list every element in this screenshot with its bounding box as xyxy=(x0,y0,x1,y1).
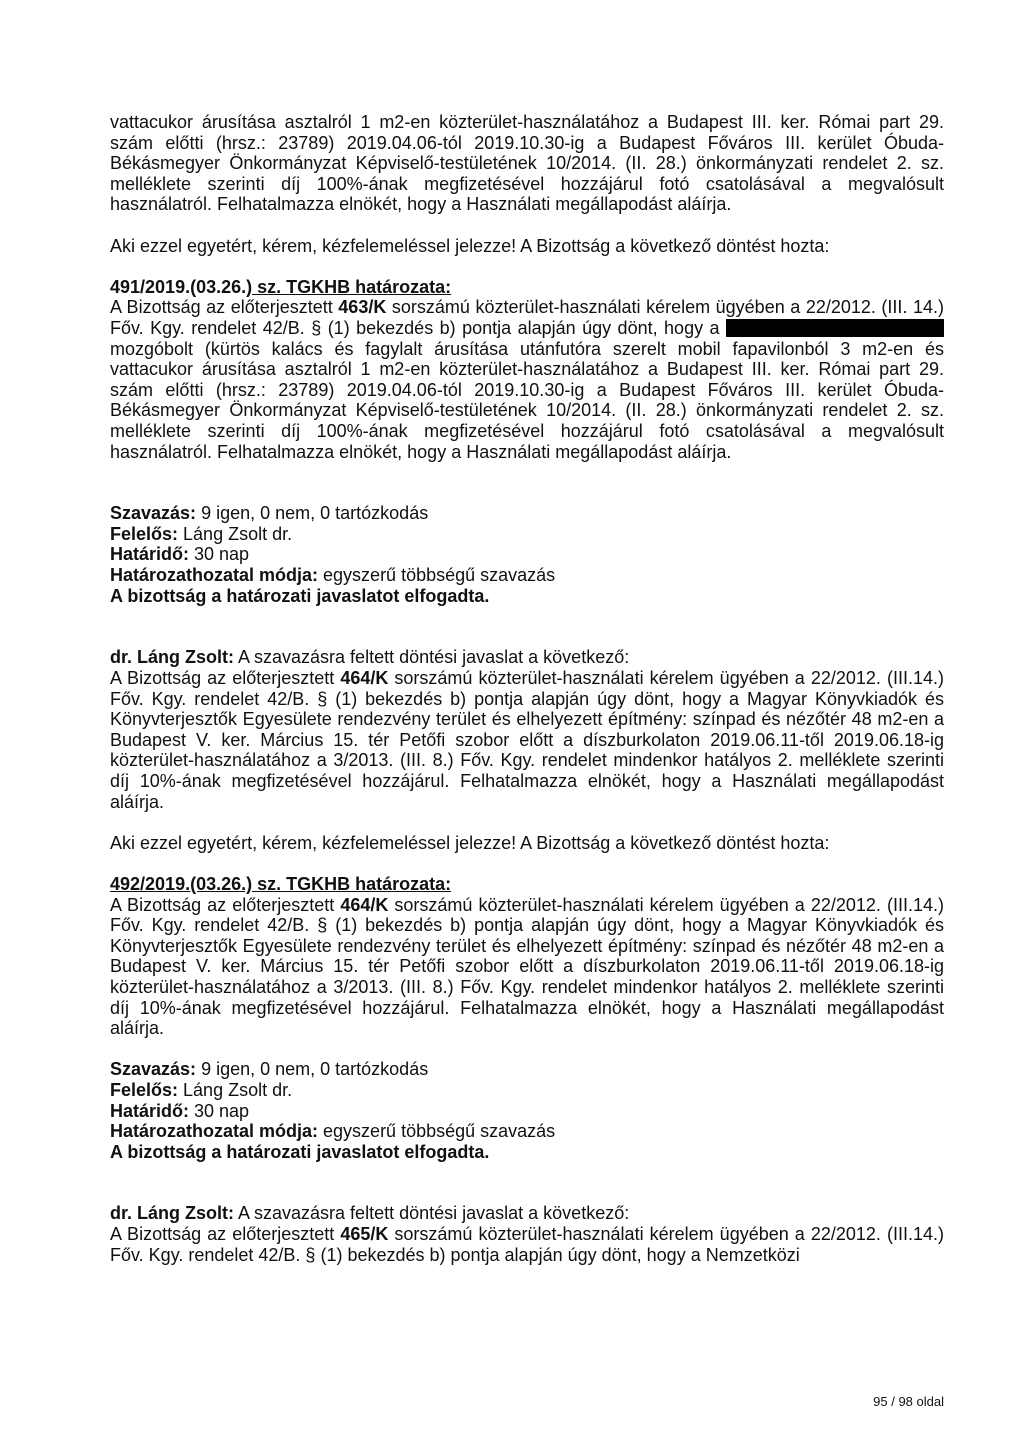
resolution-title: sz. TGKHB határozata: xyxy=(252,276,452,297)
proposal-464-body xyxy=(110,668,944,812)
body-intro: A Bizottság az előterjesztett xyxy=(110,297,339,318)
resolution-number: 491/2019.(03.26.) xyxy=(110,276,253,297)
page-content xyxy=(110,112,944,1265)
responsible-value: Láng Zsolt dr. xyxy=(178,523,293,544)
case-reference: 463/K xyxy=(338,297,387,318)
proposal-464-speaker xyxy=(110,647,944,668)
deadline-label: Határidő: xyxy=(110,1100,190,1121)
proposal-465-body xyxy=(110,1224,944,1265)
resolution-491-heading xyxy=(110,277,944,298)
vote-result-1 xyxy=(110,503,944,524)
method-1 xyxy=(110,565,944,586)
method-value: egyszerű többségű szavazás xyxy=(318,565,556,586)
body-text: sorszámú közterület-használati kérelem ügyében a 22/2012. (III.14.) Főv. Kgy. rendelet 42/B. § (1) bekezdés b) pontja alapján úgy dönt, hogy a Magyar Könyvkiadók és Könyvterjesztők Egyesülete rendezvény terület és elhelyezett építmény: színpad és nézőtér 48 m2-en a Budapest V. ker. Március 15. tér Petőfi szobor előtt a díszburkolaton 2019.06.11-től 2019.06.18-ig közterület-használatához a 3/2013. (III. 8.) Főv. Kgy. rendelet mindenkor hatályos 2. melléklete szerinti díj 10%-ának megfizetésével hozzájárul. Felhatalmazza elnökét, hogy a Használati megállapodást aláírja. xyxy=(110,668,944,812)
method-label: Határozathozatal módja: xyxy=(110,1121,319,1142)
accepted-text: A bizottság a határozati javaslatot elfogadta. xyxy=(110,1141,490,1162)
resolution-491-body xyxy=(110,297,944,462)
accepted-text: A bizottság a határozati javaslatot elfogadta. xyxy=(110,585,490,606)
vote-value: 9 igen, 0 nem, 0 tartózkodás xyxy=(196,1059,429,1080)
accepted-1 xyxy=(110,586,944,607)
redaction-box xyxy=(726,319,944,337)
resolution-492-heading xyxy=(110,874,944,895)
vote-value: 9 igen, 0 nem, 0 tartózkodás xyxy=(196,503,429,524)
responsible-label: Felelős: xyxy=(110,523,179,544)
body-text: sorszámú közterület-használati kérelem ügyében a 22/2012. (III. 14.) Főv. Kgy. rendelet 42/B. § (1) bekezdés b) pontja alapján úgy dönt, hogy a xyxy=(110,297,944,338)
responsible-2 xyxy=(110,1080,944,1101)
speaker-name: dr. Láng Zsolt: xyxy=(110,1203,234,1224)
body-text-continued: mozgóbolt (kürtös kalács és fagylalt árusítása utánfutóra szerelt mobil fapavilonból 3 m2-en és vattacukor árusítása asztalról 1 m2-en közterület-használatához a Budapest III. ker. Római part 29. szám előtti (hrsz.: 23789) 2019.04.06-tól 2019.10.30-ig a Budapest Főváros III. kerület Óbuda-Békásmegyer Önkormányzat Képviselő-testületének 10/2014. (II. 28.) önkormányzati rendelet 2. sz. melléklete szerinti díj 100%-ának megfizetésével hozzájárul fotó csatolásával a megvalósult használatról. Felhatalmazza elnökét, hogy a Használati megállapodást aláírja. xyxy=(110,338,944,462)
deadline-value: 30 nap xyxy=(189,1100,250,1121)
deadline-2 xyxy=(110,1101,944,1122)
speaker-name: dr. Láng Zsolt: xyxy=(110,647,234,668)
method-label: Határozathozatal módja: xyxy=(110,565,319,586)
body-text: sorszámú közterület-használati kérelem ügyében a 22/2012. (III.14.) Főv. Kgy. rendelet 42/B. § (1) bekezdés b) pontja alapján úgy dönt, hogy a Magyar Könyvkiadók és Könyvterjesztők Egyesülete rendezvény terület és elhelyezett építmény: színpad és nézőtér 48 m2-en a Budapest V. ker. Március 15. tér Petőfi szobor előtt a díszburkolaton 2019.06.11-től 2019.06.18-ig közterület-használatához a 3/2013. (III. 8.) Főv. Kgy. rendelet mindenkor hatályos 2. melléklete szerinti díj 10%-ának megfizetésével hozzájárul. Felhatalmazza elnökét, hogy a Használati megállapodást aláírja. xyxy=(110,894,944,1039)
body-intro: A Bizottság az előterjesztett xyxy=(110,894,341,915)
deadline-label: Határidő: xyxy=(110,544,190,565)
resolution-title: 492/2019.(03.26.) sz. TGKHB határozata: xyxy=(110,873,452,894)
vote-result-2 xyxy=(110,1059,944,1080)
proposal-465-speaker xyxy=(110,1203,944,1224)
case-reference: 464/K xyxy=(340,668,389,689)
speaker-text: A szavazásra feltett döntési javaslat a következő: xyxy=(234,1203,630,1224)
speaker-text: A szavazásra feltett döntési javaslat a következő: xyxy=(234,647,630,668)
accepted-2 xyxy=(110,1142,944,1163)
vote-label: Szavazás: xyxy=(110,503,197,524)
resolution-492-body xyxy=(110,895,944,1039)
paragraph-continuation: vattacukor árusítása asztalról 1 m2-en közterület-használatához a Budapest III. ker. Római part 29. szám előtti (hrsz.: 23789) 2019.04.06-tól 2019.10.30-ig a Budapest Főváros III. kerület Óbuda-Békásmegyer Önkormányzat Képviselő-testületének 10/2014. (II. 28.) önkormányzati rendelet 2. sz. melléklete szerinti díj 100%-ának megfizetésével hozzájárul fotó csatolásával a megvalósult használatról. Felhatalmazza elnökét, hogy a Használati megállapodást aláírja. xyxy=(110,112,944,215)
body-text: sorszámú közterület-használati kérelem ügyében a 22/2012. (III.14.) Főv. Kgy. rendelet 42/B. § (1) bekezdés b) pontja alapján úgy dönt, hogy a Nemzetközi xyxy=(110,1224,944,1265)
vote-call: Aki ezzel egyetért, kérem, kézfelemeléssel jelezze! A Bizottság a következő döntést hozta: xyxy=(110,235,830,256)
deadline-value: 30 nap xyxy=(189,544,250,565)
body-intro: A Bizottság az előterjesztett xyxy=(110,668,341,689)
method-2 xyxy=(110,1121,944,1142)
body-intro: A Bizottság az előterjesztett xyxy=(110,1224,341,1245)
responsible-1 xyxy=(110,524,944,545)
page-number: 95 / 98 oldal xyxy=(873,1394,944,1409)
case-reference: 464/K xyxy=(340,894,389,915)
method-value: egyszerű többségű szavazás xyxy=(318,1121,556,1142)
deadline-1 xyxy=(110,544,944,565)
responsible-value: Láng Zsolt dr. xyxy=(178,1079,293,1100)
case-reference: 465/K xyxy=(340,1224,389,1245)
responsible-label: Felelős: xyxy=(110,1079,179,1100)
vote-label: Szavazás: xyxy=(110,1059,197,1080)
vote-call-2: Aki ezzel egyetért, kérem, kézfelemeléssel jelezze! A Bizottság a következő döntést hozta: xyxy=(110,832,830,853)
